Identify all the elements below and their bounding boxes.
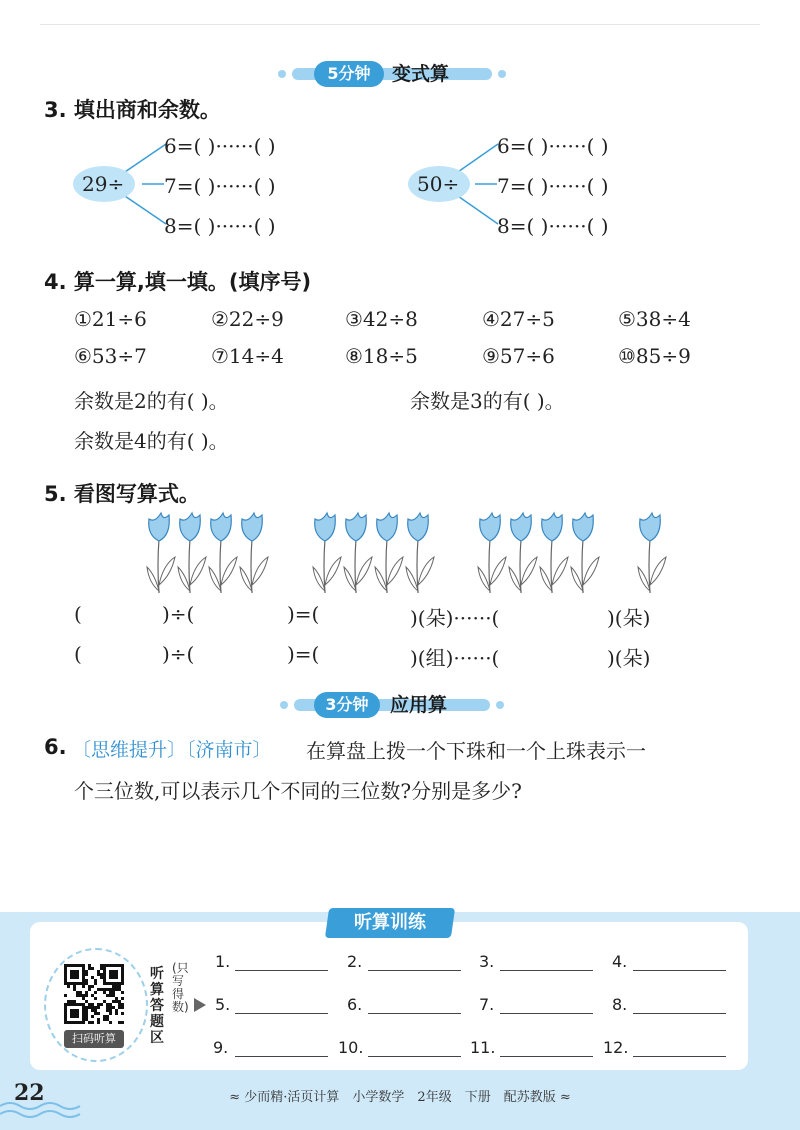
q4-item-1: ①21÷6 (74, 307, 147, 331)
flower (147, 513, 175, 593)
q4-item-8: ⑧18÷5 (345, 344, 418, 368)
q5-line2-open: ( (74, 642, 82, 666)
banner-minutes: 5分钟 (314, 61, 384, 87)
arrow-right-icon (194, 998, 206, 1012)
answer-area-label: 听算答题区 (150, 966, 164, 1046)
answer-blank-7[interactable] (500, 1013, 593, 1014)
dividend-right: 50÷ (417, 172, 460, 196)
q3-heading: 3. 填出商和余数。 (44, 98, 221, 122)
q3-right-row-3: 8=( )······( ) (497, 214, 609, 238)
q6-number: 6. (44, 735, 67, 759)
answer-label-12: 12. (603, 1038, 629, 1057)
q6-tags: 〔思维提升〕〔济南市〕 (72, 739, 272, 761)
section-banner-2 (294, 692, 490, 718)
flower (240, 513, 268, 593)
answer-label-5: 5. (215, 995, 231, 1014)
q4-item-10: ⑩85÷9 (618, 344, 691, 368)
answer-blank-6[interactable] (368, 1013, 461, 1014)
q3-right-row-2: 7=( )······( ) (497, 174, 609, 198)
q4-item-2: ②22÷9 (211, 307, 284, 331)
scan-to-listen-label[interactable]: 扫码听算 (64, 1030, 124, 1048)
flower (406, 513, 434, 593)
answer-label-3: 3. (479, 952, 495, 971)
q4-item-6: ⑥53÷7 (74, 344, 147, 368)
flower (375, 513, 403, 593)
flower (571, 513, 599, 593)
q4-item-7: ⑦14÷4 (211, 344, 284, 368)
listening-title: 听算训练 (354, 912, 426, 933)
remainder-3-blank: 余数是3的有( )。 (410, 389, 565, 413)
answer-blank-8[interactable] (633, 1013, 726, 1014)
answer-label-8: 8. (612, 995, 628, 1014)
banner-minutes: 3分钟 (314, 692, 380, 718)
q4-item-5: ⑤38÷4 (618, 307, 691, 331)
banner-title: 变式算 (392, 63, 450, 85)
flower (344, 513, 372, 593)
q5-line2-div: )÷( (162, 642, 195, 666)
q4-heading: 4. 算一算,填一填。(填序号) (44, 270, 312, 294)
flower-picture (0, 505, 800, 600)
flower (178, 513, 206, 593)
flower (509, 513, 537, 593)
flower (638, 513, 666, 593)
flower (540, 513, 568, 593)
q4-item-4: ④27÷5 (482, 307, 555, 331)
q5-line1-eq: )=( (287, 602, 320, 626)
q6-text-line1: 在算盘上拨一个下珠和一个上珠表示一 (306, 739, 646, 763)
answer-label-10: 10. (338, 1038, 364, 1057)
q5-line2-rem: )(朵) (607, 646, 651, 670)
q5-line2-quot: )(组)······( (410, 646, 500, 670)
answer-label-2: 2. (347, 952, 363, 971)
page-number: 22 (14, 1080, 45, 1106)
answer-blank-4[interactable] (633, 970, 726, 971)
answer-label-6: 6. (347, 995, 363, 1014)
remainder-2-blank: 余数是2的有( )。 (74, 389, 229, 413)
answer-label-4: 4. (612, 952, 628, 971)
q5-line2-eq: )=( (287, 642, 320, 666)
q5-line1-rem: )(朵) (607, 606, 651, 630)
answer-blank-11[interactable] (500, 1056, 593, 1057)
q5-line1-div: )÷( (162, 602, 195, 626)
answer-blank-9[interactable] (235, 1056, 328, 1057)
remainder-4-blank: 余数是4的有( )。 (74, 429, 229, 453)
answer-label-9: 9. (213, 1038, 229, 1057)
q5-heading: 5. 看图写算式。 (44, 482, 200, 506)
banner-title: 应用算 (390, 694, 448, 716)
qr-code-icon[interactable] (64, 964, 124, 1024)
answer-label-7: 7. (479, 995, 495, 1014)
answer-blank-12[interactable] (633, 1056, 726, 1057)
answer-blank-1[interactable] (235, 970, 328, 971)
q5-line1-open: ( (74, 602, 82, 626)
answer-blank-5[interactable] (235, 1013, 328, 1014)
answer-blank-10[interactable] (368, 1056, 461, 1057)
q3-right-row-1: 6=( )······( ) (497, 134, 609, 158)
footer-text: ≈ 少而精·活页计算 小学数学 2年级 下册 配苏教版 ≈ (229, 1090, 571, 1105)
q3-left-row-2: 7=( )······( ) (164, 174, 276, 198)
dividend-left: 29÷ (82, 172, 125, 196)
q4-item-9: ⑨57÷6 (482, 344, 555, 368)
q4-item-3: ③42÷8 (345, 307, 418, 331)
flower (209, 513, 237, 593)
answer-label-11: 11. (470, 1038, 496, 1057)
answer-area-note: (只写得数) (172, 961, 189, 1014)
answer-label-1: 1. (215, 952, 231, 971)
q3-left-row-3: 8=( )······( ) (164, 214, 276, 238)
answer-blank-3[interactable] (500, 970, 593, 971)
answer-blank-2[interactable] (368, 970, 461, 971)
q5-line1-quot: )(朵)······( (410, 606, 500, 630)
q3-left-row-1: 6=( )······( ) (164, 134, 276, 158)
section-banner-1 (292, 61, 492, 87)
flower (313, 513, 341, 593)
top-rule (40, 24, 760, 25)
q6-text-line2: 个三位数,可以表示几个不同的三位数?分别是多少? (74, 779, 522, 803)
flower (478, 513, 506, 593)
